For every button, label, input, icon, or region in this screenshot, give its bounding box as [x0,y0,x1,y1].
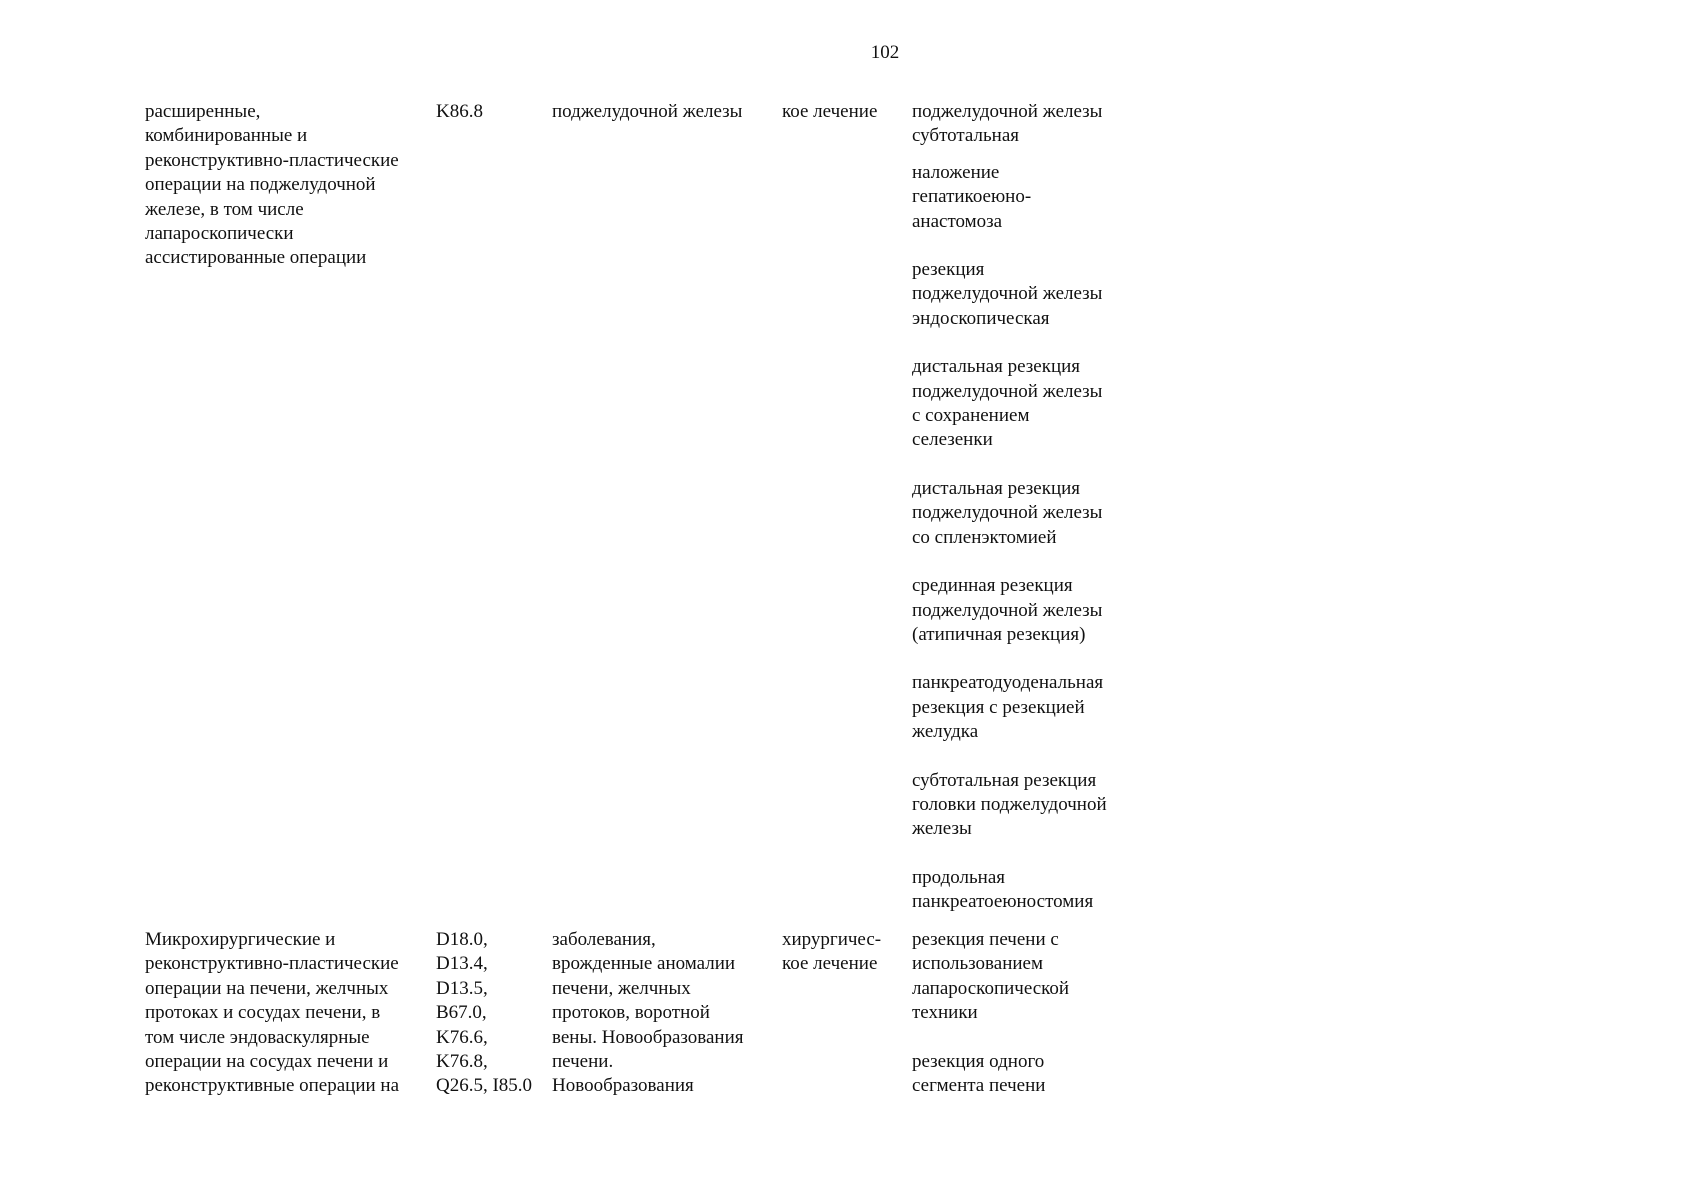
method-item [912,928,1142,1026]
text-line: техники [912,1002,978,1024]
row2-treatment [782,928,910,977]
row1-treatment [782,100,910,124]
text-line: ассистированные операции [145,247,367,269]
method-item [912,161,1142,234]
text-line: железы [912,818,972,840]
text-line: со спленэктомией [912,526,1057,548]
text-line: резекция печени с [912,929,1059,950]
text-line: лапароскопически [145,223,294,245]
text-line: поджелудочной железы [912,599,1103,621]
text-line: операции на печени, желчных [145,977,389,999]
text-line: субтотальная резекция [912,769,1097,791]
method-item [912,1050,1142,1099]
text-line: панкреатодуоденальная [912,672,1104,694]
text-line: селезенки [912,429,993,451]
text-line: протоках и сосудах печени, в [145,1002,381,1024]
method-item [912,258,1142,331]
method-item [912,477,1142,550]
method-item [912,866,1142,915]
text-line: операции на сосудах печени и [145,1051,389,1073]
method-item [912,100,1142,149]
text-line: сегмента печени [912,1075,1046,1097]
code-line: K86.8 [436,101,483,122]
code-line: K76.6, [436,1026,488,1048]
text-line: дистальная резекция [912,477,1081,499]
text-line: (атипичная резекция) [912,623,1086,645]
text-line: расширенные, [145,101,261,122]
method-item [912,769,1142,842]
row2-methods [912,928,1142,1098]
text-line: Новообразования [552,1075,694,1097]
text-line: использованием [912,953,1044,975]
text-line: поджелудочной железы [552,101,743,122]
code-line: K76.8, [436,1051,488,1073]
code-line: D18.0, [436,929,488,950]
row2-codes [436,928,548,1099]
text-line: дистальная резекция [912,356,1081,378]
text-line: поджелудочной железы [912,380,1103,402]
text-line: резекция одного [912,1050,1045,1072]
text-line: анастомоза [912,210,1003,232]
text-line: протоков, воротной [552,1002,710,1024]
text-line: панкреатоеюностомия [912,891,1094,913]
method-item [912,671,1142,744]
text-line: печени. [552,1051,614,1073]
text-line: хирургичес- [782,929,882,950]
text-line: реконструктивные операции на [145,1075,400,1097]
row2-description [145,928,425,1099]
text-line: субтотальная [912,125,1020,147]
row1-codes [436,100,548,124]
text-line: печени, желчных [552,977,691,999]
text-line: головки поджелудочной [912,793,1107,815]
text-line: поджелудочной железы [912,101,1103,122]
text-line: заболевания, [552,929,656,950]
text-line: лапароскопической [912,977,1070,999]
code-line: D13.4, [436,953,488,975]
text-line: железе, в том числе [145,198,304,220]
row2-condition [552,928,778,1099]
text-line: с сохранением [912,405,1030,427]
text-line: срединная резекция [912,575,1073,597]
text-line: поджелудочной железы [912,283,1103,305]
text-line: реконструктивно-пластические [145,953,399,975]
method-item [912,355,1142,453]
text-line: комбинированные и [145,125,308,147]
text-line: наложение [912,161,1000,183]
row1-condition [552,100,778,124]
text-line: гепатикоеюно- [912,186,1032,208]
text-line: Микрохирургические и [145,929,336,950]
code-line: D13.5, [436,977,488,999]
code-line: B67.0, [436,1002,487,1024]
text-line: резекция с резекцией [912,696,1085,718]
text-line: операции на поджелудочной [145,174,376,196]
text-line: кое лечение [782,953,878,975]
row1-methods [912,100,1142,915]
text-line: желудка [912,721,979,743]
text-line: реконструктивно-пластические [145,149,399,171]
text-line: эндоскопическая [912,307,1050,329]
text-line: резекция [912,259,985,281]
text-line: кое лечение [782,101,878,122]
text-line: том числе эндоваскулярные [145,1026,370,1048]
page-number: 102 [870,42,900,63]
text-line: поджелудочной железы [912,502,1103,524]
text-line: вены. Новообразования [552,1026,744,1048]
text-line: врожденные аномалии [552,953,736,975]
row1-description [145,100,425,271]
text-line: продольная [912,866,1006,888]
code-line: Q26.5, I85.0 [436,1075,533,1097]
method-item [912,574,1142,647]
